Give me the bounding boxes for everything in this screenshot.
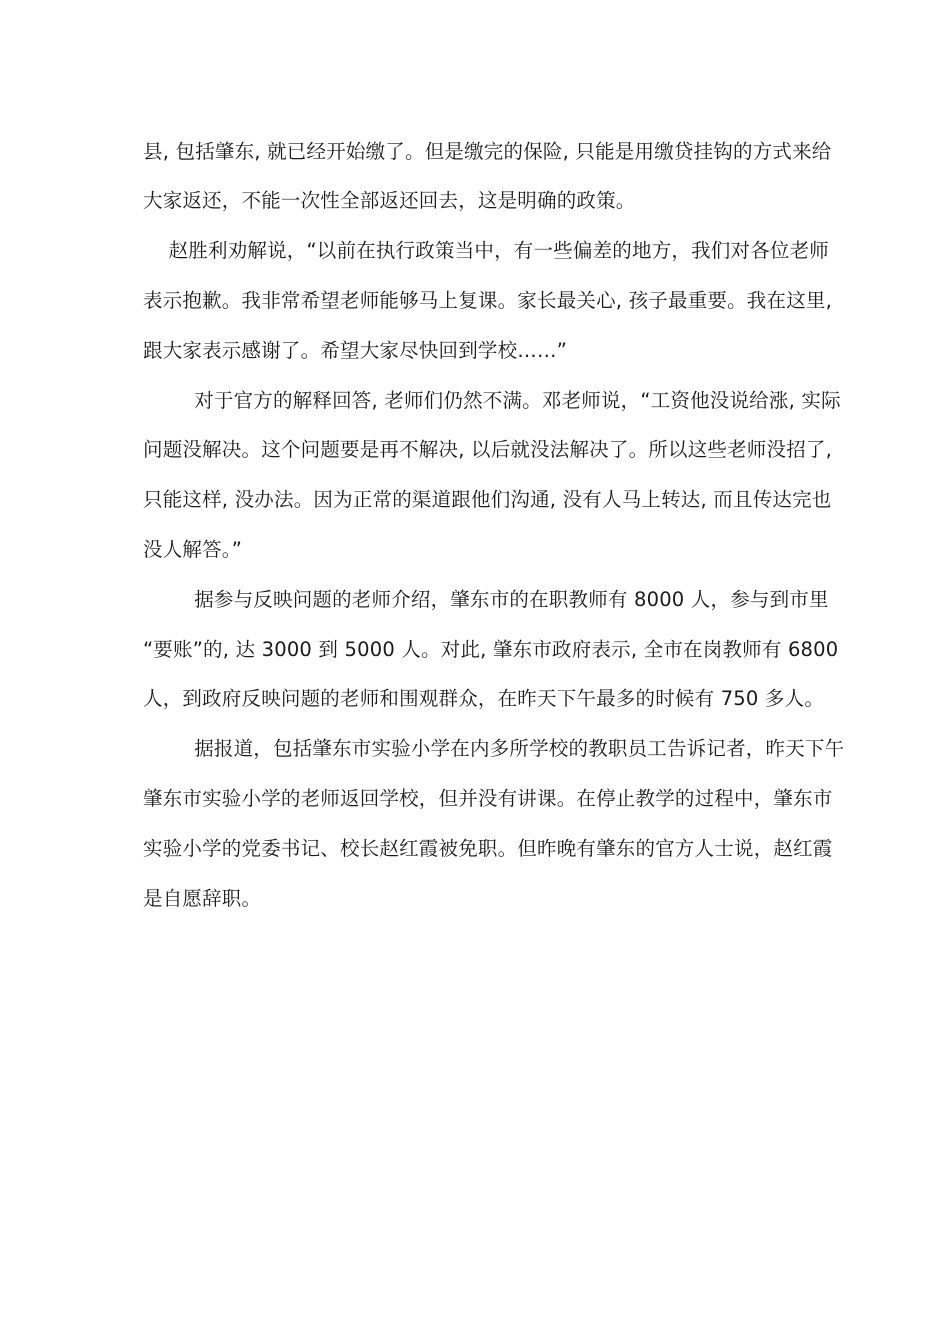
- paragraph-1-line-1: 县, 包括肇东, 就已经开始缴了。但是缴完的保险, 只能是用缴贷挂钩的方式来给: [143, 140, 832, 163]
- paragraph-5-line-3: 实验小学的党委书记、校长赵红霞被免职。但昨晚有肇东的官方人士说，赵红霞: [143, 837, 833, 860]
- paragraph-3-line-1: 对于官方的解释回答, 老师们仍然不满。邓老师说，“工资他没说给涨, 实际: [143, 389, 841, 412]
- paragraph-2-line-2: 表示抱歉。我非常希望老师能够马上复课。家长最关心, 孩子最重要。我在这里,: [143, 289, 832, 312]
- paragraph-4-line-2: “要账”的, 达 3000 到 5000 人。对此, 肇东市政府表示, 全市在岗教师有 6800: [143, 638, 839, 661]
- paragraph-2-line-3: 跟大家表示感谢了。希望大家尽快回到学校……”: [143, 339, 568, 362]
- paragraph-3-line-4: 没人解答。”: [143, 538, 243, 561]
- paragraph-5-line-1: 据报道，包括肇东市实验小学在内多所学校的教职员工告诉记者，昨天下午: [143, 737, 845, 760]
- paragraph-4-line-3: 人，到政府反映问题的老师和围观群众，在昨天下午最多的时候有 750 多人。: [143, 687, 825, 710]
- paragraph-5-line-2: 肇东市实验小学的老师返回学校，但并没有讲课。在停止教学的过程中，肇东市: [143, 787, 833, 810]
- paragraph-1-line-2: 大家返还，不能一次性全部返还回去，这是明确的政策。: [143, 189, 636, 212]
- paragraph-2-line-1: 赵胜利劝解说，“以前在执行政策当中，有一些偏差的地方，我们对各位老师: [143, 239, 829, 262]
- paragraph-4-line-1: 据参与反映问题的老师介绍，肇东市的在职教师有 8000 人，参与到市里: [143, 588, 829, 611]
- paragraph-3-line-2: 问题没解决。这个问题要是再不解决, 以后就没法解决了。所以这些老师没招了,: [143, 438, 832, 461]
- paragraph-3-line-3: 只能这样, 没办法。因为正常的渠道跟他们沟通, 没有人马上转达, 而且传达完也: [143, 488, 832, 511]
- paragraph-5-line-4: 是自愿辞职。: [143, 887, 262, 910]
